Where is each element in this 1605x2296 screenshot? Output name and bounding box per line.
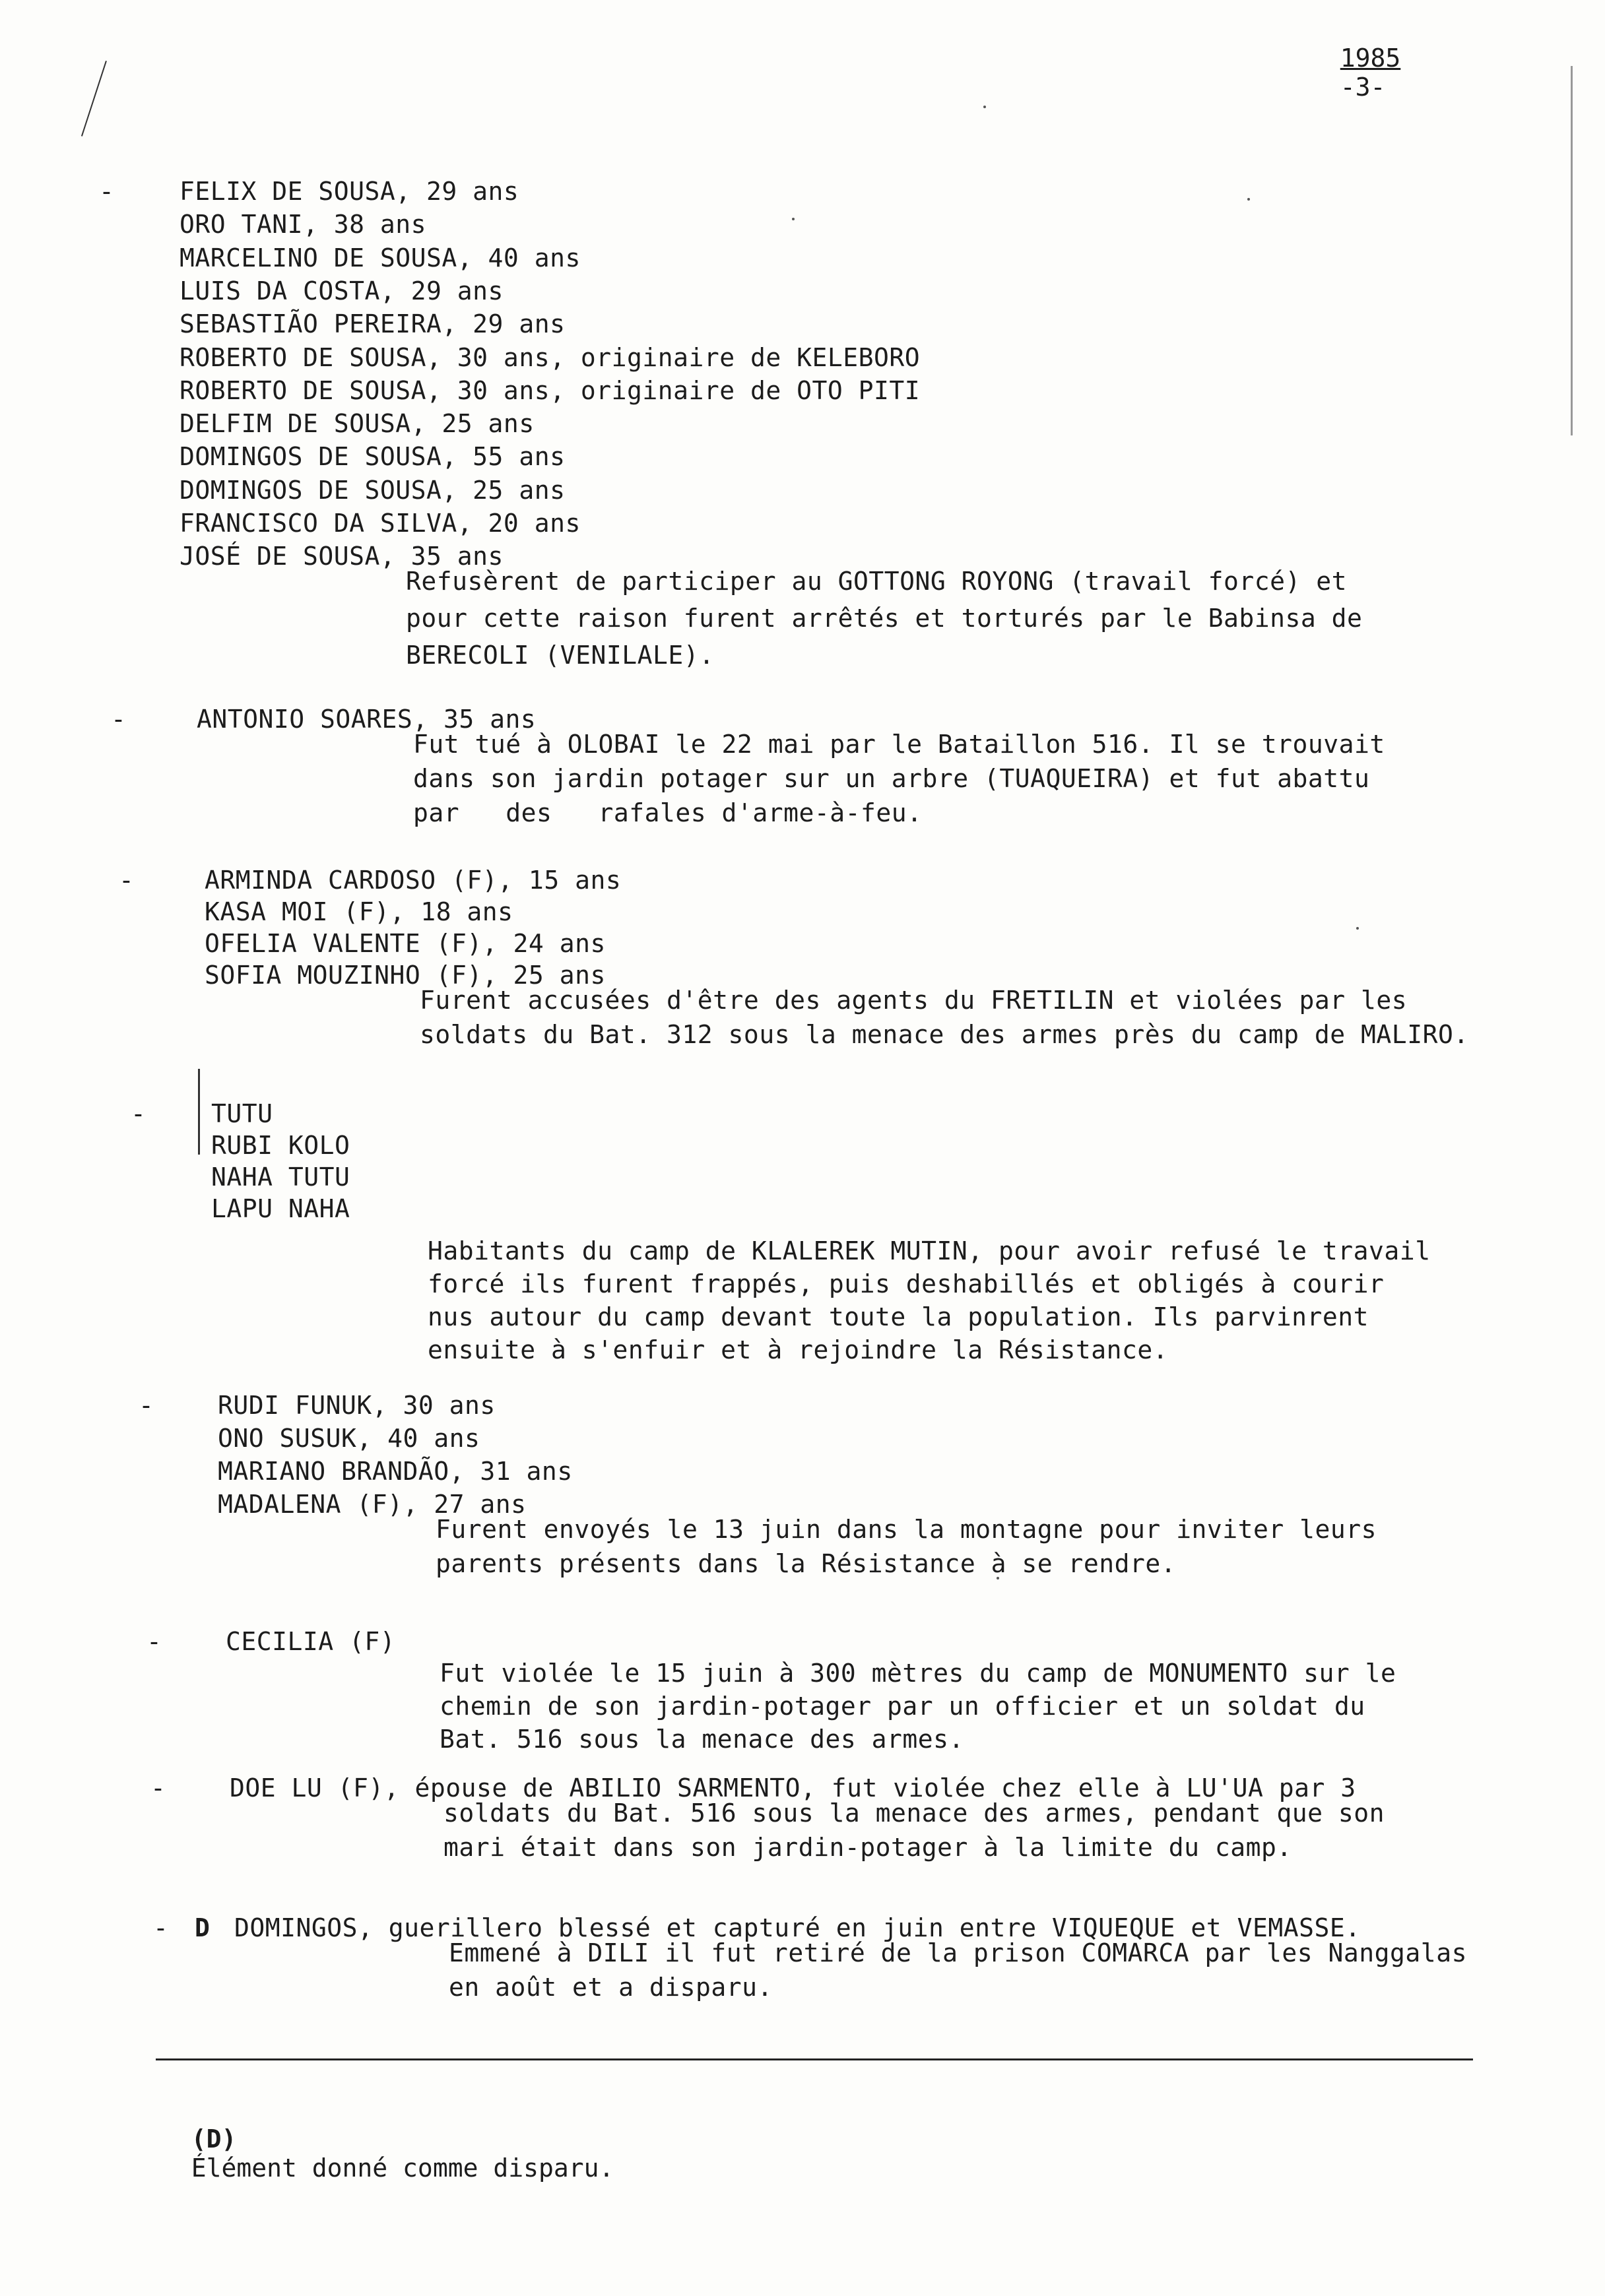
entry-description-line: par des rafales d'arme-à-feu. (413, 798, 923, 827)
entry-description-line: Fut violée le 15 juin à 300 mètres du camp de MONUMENTO sur le (440, 1659, 1396, 1688)
entry-description-line: Fut tué à OLOBAI le 22 mai par le Bataillon 516. Il se trouvait (413, 730, 1385, 759)
person-name: DOMINGOS DE SOUSA, 25 ans (180, 475, 566, 505)
person-name: OFELIA VALENTE (F), 24 ans (205, 929, 606, 958)
entry-description-line: Furent envoyés le 13 juin dans la montagne pour inviter leurs (436, 1515, 1377, 1544)
footnote-mark: (D) (191, 2124, 237, 2153)
person-name: DOMINGOS, guerillero blessé et capturé en juin entre VIQUEQUE et VEMASSE. (234, 1913, 1361, 1942)
page-header (1310, 15, 1400, 102)
entry-dash: - (147, 1627, 162, 1656)
person-name: RUDI FUNUK, 30 ans (218, 1391, 496, 1420)
entry-description-line: en août et a disparu. (449, 1973, 773, 2002)
footnote-text: Élément donné comme disparu. (191, 2153, 614, 2183)
person-name: ARMINDA CARDOSO (F), 15 ans (205, 866, 622, 895)
person-name: ROBERTO DE SOUSA, 30 ans, originaire de OTO PITI (180, 375, 921, 405)
disappeared-mark: D (195, 1913, 211, 1942)
person-name: MARIANO BRANDÃO, 31 ans (218, 1457, 573, 1486)
entry-dash: - (150, 1773, 166, 1802)
speck (792, 218, 795, 220)
entry-description-line: forcé ils furent frappés, puis deshabillés et obligés à courir (428, 1269, 1385, 1298)
person-name: DELFIM DE SOUSA, 25 ans (180, 409, 535, 439)
person-name: MADALENA (F), 27 ans (218, 1490, 527, 1519)
entry-dash: - (119, 866, 135, 895)
right-edge-line (1571, 66, 1573, 435)
entry-description-line: dans son jardin potager sur un arbre (TUAQUEIRA) et fut abattu (413, 764, 1370, 793)
entry-description-line: pour cette raison furent arrêtés et torturés par le Babinsa de (406, 604, 1363, 633)
person-name: MARCELINO DE SOUSA, 40 ans (180, 243, 581, 272)
entry-description-line: Bat. 516 sous la menace des armes. (440, 1725, 964, 1754)
person-name: LAPU NAHA (211, 1194, 350, 1223)
entry-description-line: Habitants du camp de KLALEREK MUTIN, pour avoir refusé le travail (428, 1236, 1431, 1265)
person-name: FELIX DE SOUSA, 29 ans (180, 177, 519, 206)
entry-description-line: Emmené à DILI il fut retiré de la prison COMARCA par les Nanggalas (449, 1938, 1467, 1967)
person-name: FRANCISCO DA SILVA, 20 ans (180, 509, 581, 538)
entry-description-line: soldats du Bat. 516 sous la menace des armes, pendant que son (443, 1799, 1385, 1828)
entry-dash: - (153, 1913, 169, 1942)
speck (1247, 198, 1250, 201)
person-name: DOE LU (F), épouse de ABILIO SARMENTO, fut violée chez elle à LU'UA par 3 (230, 1773, 1356, 1802)
entry-description-line: Furent accusées d'être des agents du FRETILIN et violées par les (420, 986, 1408, 1015)
entry-dash: - (99, 177, 115, 206)
person-name: NAHA TUTU (211, 1163, 350, 1192)
speck (983, 106, 986, 108)
entry-dash: - (139, 1391, 154, 1420)
person-name: ANTONIO SOARES, 35 ans (197, 705, 537, 734)
person-name: SOFIA MOUZINHO (F), 25 ans (205, 961, 606, 990)
header-year: 1985 (1340, 44, 1401, 73)
left-bracket-line (198, 1069, 200, 1155)
entry-description-line: ensuite à s'enfuir et à rejoindre la Résistance. (428, 1335, 1169, 1364)
entry-description-line: soldats du Bat. 312 sous la menace des armes près du camp de MALIRO. (420, 1020, 1469, 1049)
entry-description-line: Refusèrent de participer au GOTTONG ROYONG (travail forcé) et (406, 567, 1348, 596)
person-name: TUTU (211, 1099, 273, 1128)
entry-description-line: chemin de son jardin-potager par un officier et un soldat du (440, 1692, 1365, 1721)
entry-description-line: mari était dans son jardin-potager à la limite du camp. (443, 1833, 1292, 1862)
person-name: RUBI KOLO (211, 1131, 350, 1160)
person-name: LUIS DA COSTA, 29 ans (180, 276, 504, 305)
entry-dash: - (111, 705, 127, 734)
entry-description-line: parents présents dans la Résistance à se rendre. (436, 1549, 1177, 1578)
entry-dash: - (131, 1099, 147, 1128)
header-page: -3- (1340, 73, 1386, 102)
person-name: ROBERTO DE SOUSA, 30 ans, originaire de KELEBORO (180, 342, 921, 372)
person-name: CECILIA (F) (226, 1627, 396, 1656)
footnote (161, 2095, 614, 2183)
entry-description-line: BERECOLI (VENILALE). (406, 641, 715, 670)
speck (1356, 927, 1359, 930)
person-name: JOSÉ DE SOUSA, 35 ans (180, 542, 504, 571)
entry-description-line: nus autour du camp devant toute la population. Ils parvinrent (428, 1302, 1369, 1331)
person-name: ONO SUSUK, 40 ans (218, 1424, 480, 1453)
person-name: KASA MOI (F), 18 ans (205, 897, 513, 926)
person-name: ORO TANI, 38 ans (180, 210, 427, 239)
margin-stroke (81, 61, 107, 137)
footnote-rule (156, 2058, 1473, 2060)
person-name: SEBASTIÃO PEREIRA, 29 ans (180, 309, 566, 339)
person-name: DOMINGOS DE SOUSA, 55 ans (180, 442, 566, 472)
